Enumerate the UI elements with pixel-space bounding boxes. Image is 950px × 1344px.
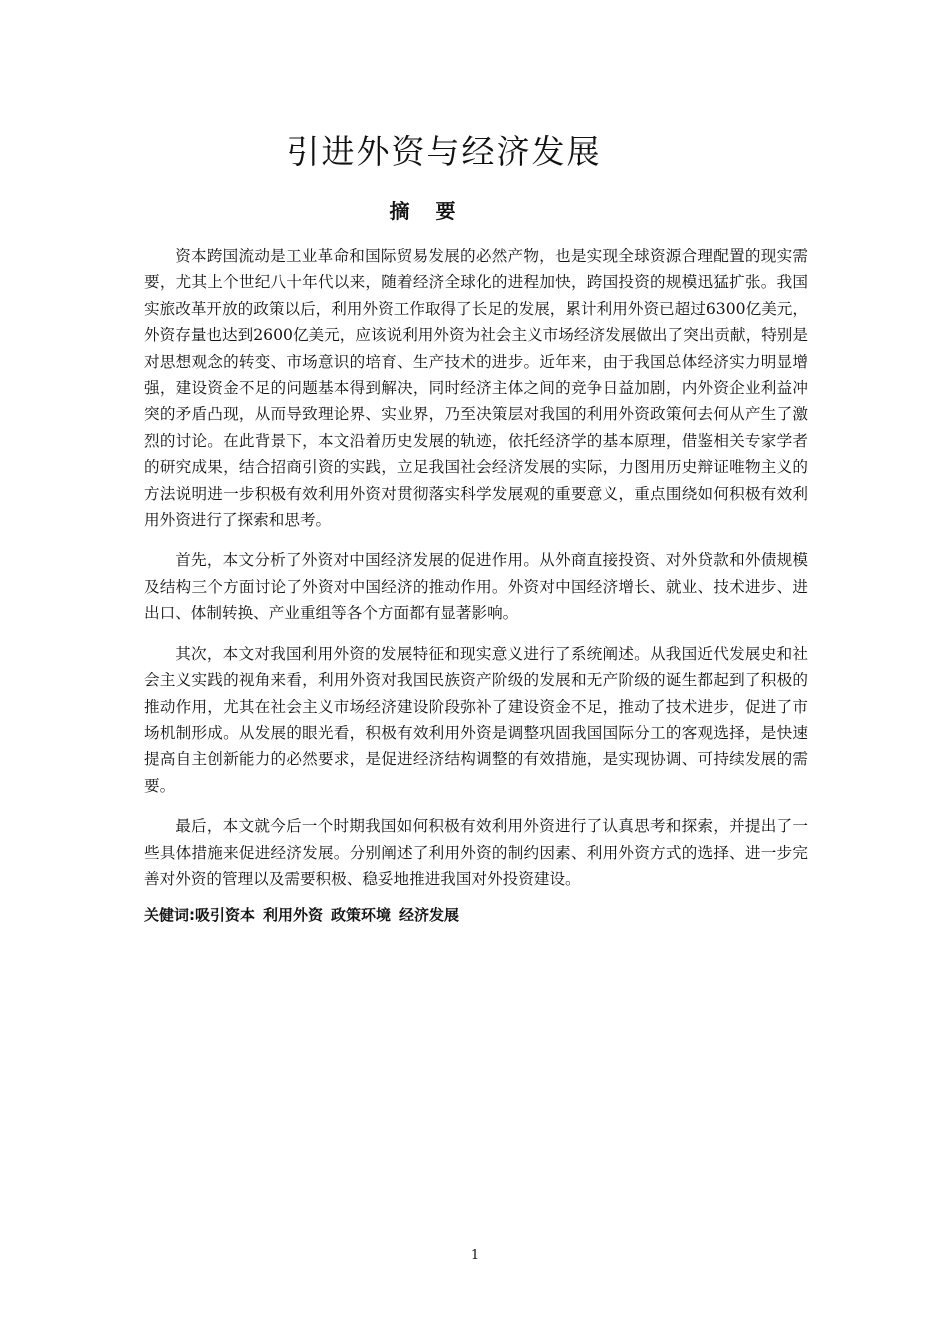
keyword-1: 吸引资本: [195, 906, 256, 924]
abstract-body: [144, 243, 808, 906]
abstract-paragraph-3: 其次，本文对我国利用外资的发展特征和现实意义进行了系统阐述。从我国近代发展史和社会主义实践的视角来看，利用外资对我国民族资产阶级的发展和无产阶级的诞生都起到了积极的推动作用，尤其在社会主义市场经济建设阶段弥补了建设资金不足，推动了技术进步，促进了市场机制形成。从发展的眼光看，积极有效利用外资是调整巩固我国国际分工的客观选择，是快速提高自主创新能力的必然要求，是促进经济结构调整的有效措施，是实现协调、可持续发展的需要。: [144, 644, 808, 795]
abstract-paragraph-1: 资本跨国流动是工业革命和国际贸易发展的必然产物，也是实现全球资源合理配置的现实需要，尤其上个世纪八十年代以来，随着经济全球化的进程加快，跨国投资的规模迅猛扩张。我国实旅改革开放的政策以后，利用外资工作取得了长足的发展，累计利用外资已超过6300亿美元，外资存量也达到2600亿美元，应该说利用外资为社会主义市场经济发展做出了突出贡献，特别是对思想观念的转变、市场意识的培育、生产技术的进步。近年来，由于我国总体经济实力明显增强，建设资金不足的问题基本得到解决，同时经济主体之间的竞争日益加剧，内外资企业利益冲突的矛盾凸现，从而导致理论界、实业界，乃至决策层对我国的利用外资政策何去何从产生了激烈的讨论。在此背景下，本文沿着历史发展的轨迹，依托经济学的基本原理，借鉴相关专家学者的研究成果，结合招商引资的实践，立足我国社会经济发展的实际，力图用历史辩证唯物主义的方法说明进一步积极有效利用外资对贯彻落实科学发展观的重要意义，重点围绕如何积极有效利用外资进行了探索和思考。: [144, 247, 808, 530]
keyword-2: 利用外资: [263, 906, 324, 924]
abstract-paragraph-4: 最后，本文就今后一个时期我国如何积极有效利用外资进行了认真思考和探索，并提出了一些具体措施来促进经济发展。分别阐述了利用外资的制约因素、利用外资方式的选择、进一步完善对外资的管理以及需要积极、稳妥地推进我国对外投资建设。: [144, 817, 808, 888]
abstract-heading-char-2: 要: [435, 199, 456, 223]
abstract-paragraph-2: 首先，本文分析了外资对中国经济发展的促进作用。从外商直接投资、对外贷款和外债规模及结构三个方面讨论了外资对中国经济的推动作用。外资对中国经济增长、就业、技术进步、进出口、体制转换、产业重组等各个方面都有显著影响。: [144, 551, 808, 623]
document-title: 引进外资与经济发展: [286, 132, 602, 171]
page-number: 1: [470, 1248, 480, 1263]
abstract-heading: [0, 195, 845, 224]
keywords-line: [144, 904, 467, 925]
keywords-label: 关健词:: [144, 906, 195, 924]
keyword-3: 政策环境: [331, 906, 392, 924]
abstract-heading-char-1: 摘: [389, 199, 410, 223]
keyword-4: 经济发展: [399, 906, 460, 924]
